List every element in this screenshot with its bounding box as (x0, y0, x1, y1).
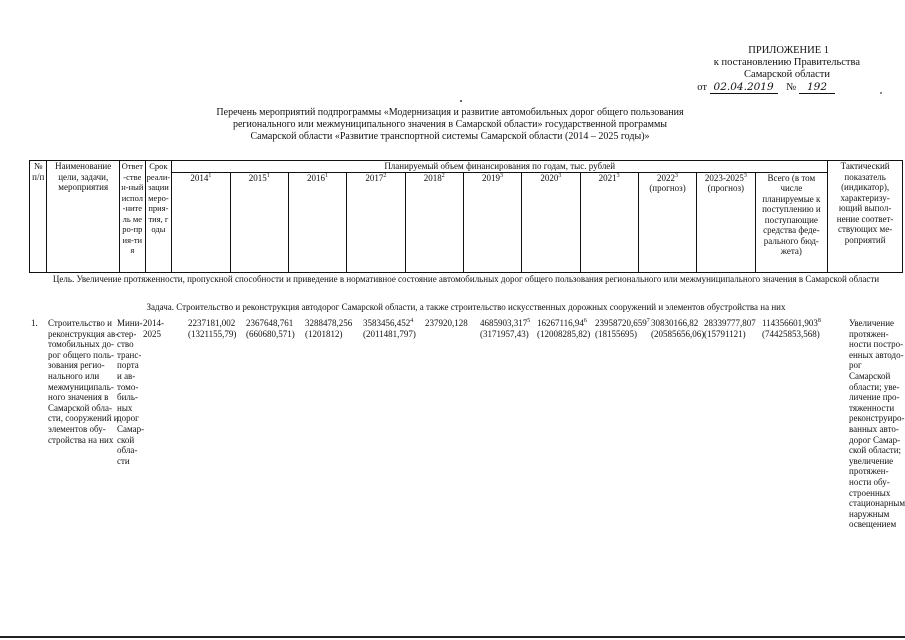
row-value-cell (305, 318, 352, 339)
header-num (30, 161, 47, 273)
row-value-cell (704, 318, 756, 339)
row-indicator-line: наружным (849, 508, 890, 519)
row-name-line: рог общего поль- (48, 349, 114, 360)
row-value-federal: (74425853,568) (762, 328, 820, 339)
row-value: 2237181,002 (188, 318, 236, 328)
row-responsible-line: томо- (117, 381, 139, 392)
header-table (29, 160, 903, 273)
appendix-line2: Самарской области (744, 69, 830, 80)
row-value-cell (651, 318, 704, 339)
row-responsible-line: транс- (117, 349, 142, 360)
header-year: 2016$^1$ (288, 172, 346, 272)
header-responsible: Ответ-ствен-ный испол-нитель меро-прия-тия (120, 161, 146, 273)
document-title (150, 107, 750, 143)
row-indicator-line: тяженности (849, 402, 895, 413)
row-name-line: стройства на них (48, 434, 114, 445)
row-term-line: 2014- (143, 318, 164, 328)
row-name-line: Строительство и (48, 318, 112, 328)
date-value: 02.04.2019 (710, 81, 778, 94)
row-name-line: Самарской обла- (48, 402, 112, 413)
bottom-border (0, 636, 905, 638)
header-planned-volume: Планируемый объем финансирования по годам, тыс. рублей (172, 161, 828, 173)
number-prefix: № (786, 82, 797, 93)
row-responsible-line: ской (117, 434, 135, 445)
row-name-line: сти, сооружений и (48, 413, 119, 424)
row-responsible-line: обла- (117, 445, 138, 456)
row-value-cell (246, 318, 295, 339)
number-value: 192 (799, 81, 835, 94)
appendix-date-line (697, 81, 835, 94)
row-indicator-line: енных автодо- (849, 349, 904, 360)
header-num-line2: п/п (32, 171, 45, 182)
header-year: 2021$^3$ (580, 172, 638, 272)
header-name: Наименование цели, задачи, мероприятия (47, 161, 120, 273)
row-indicator-line: дорог Самар- (849, 434, 901, 445)
row-value-federal: (660680,571) (246, 328, 295, 339)
row-name-line: томобильных до- (48, 339, 115, 350)
header-term: Срок реали-зации меро-прия-тия, годы (145, 161, 172, 273)
row-responsible (117, 318, 144, 466)
title-line-2: регионального или межмуниципального значения в Самарской области» государственной программы (232, 119, 667, 130)
row-responsible-line: дорог (117, 413, 139, 424)
row-responsible-line: стер- (117, 328, 137, 339)
row-indicator-line: личение про- (849, 392, 900, 403)
header-year: 2019$^3$ (463, 172, 521, 272)
row-indicator-line: увеличение (849, 455, 894, 466)
row-term-line: 2025 (143, 328, 161, 339)
row-value-federal: (3171957,43) (480, 328, 529, 339)
row-value-cell (363, 318, 416, 339)
appendix-title: ПРИЛОЖЕНИЕ 1 (748, 45, 829, 56)
scan-dot (460, 100, 462, 102)
row-value-federal: (2011481,797) (363, 328, 416, 339)
header-indicator: Тактический показатель (индикатор), характеризу-ющий выпол-нение соответ-ствующих ме-роприятий (828, 161, 903, 273)
task-text: Задача. Строительство и реконструкция автодорог Самарской области, а также строительство искусственных дорожных сооружений и элементов обустройства на них (146, 302, 786, 312)
date-prefix: от (697, 82, 707, 93)
row-indicator-line: ности постро- (849, 339, 904, 350)
row-value-cell (595, 318, 650, 339)
row-value-federal: (15791121) (704, 328, 746, 339)
row-value: 30830166,82 (651, 318, 699, 328)
header-year: 2017$^2$ (347, 172, 405, 272)
title-line-1: Перечень мероприятий подпрограммы «Модернизация и развитие автомобильных дорог общего пользования (216, 107, 684, 118)
row-responsible-line: Самар- (117, 423, 145, 434)
row-indicator-line: стационарным (849, 498, 905, 509)
row-responsible-line: Мини- (117, 318, 143, 328)
header-total: Всего (в том числе планируемые к поступлению и поступающие средства феде-рального бюд-жета) (755, 172, 828, 272)
row-value: 3583456,452$^4$ (363, 318, 414, 328)
header-year: 2020$^3$ (522, 172, 580, 272)
row-name (48, 318, 120, 445)
row-indicator-line: ности обу- (849, 476, 890, 487)
title-line-3: Самарской области «Развитие транспортной системы Самарской области (2014 – 2025 годы)» (250, 131, 650, 142)
header-year: 2014$^1$ (172, 172, 230, 272)
appendix-line1: к постановлению Правительства (713, 57, 860, 68)
header-year: 2015$^1$ (230, 172, 288, 272)
row-name-line: реконструкция ав- (48, 328, 119, 339)
row-value-federal: (20585656,06) (651, 328, 705, 339)
row-value-federal: (12008285,82) (537, 328, 591, 339)
row-responsible-line: сти (117, 455, 130, 466)
row-responsible-line: порта (117, 360, 139, 371)
row-value: 28339777,807 (704, 318, 756, 328)
row-num: 1. (31, 318, 38, 328)
row-value-federal: (18155695) (595, 328, 637, 339)
row-value-cell (537, 318, 590, 339)
row-responsible-line: и ав- (117, 370, 136, 381)
row-value-cell (425, 318, 468, 329)
header-num-line1: № (33, 161, 43, 171)
row-responsible-line: биль- (117, 392, 138, 403)
row-value: 23958720,659$^7$ (595, 318, 650, 328)
row-indicator-line: строенных (849, 487, 891, 498)
row-name-line: зования регио- (48, 360, 105, 371)
row-indicator-line: ванных авто- (849, 423, 899, 434)
row-indicator-line: освещением (849, 519, 897, 530)
row-term (143, 318, 169, 339)
row-name-line: элементов обу- (48, 423, 106, 434)
row-value-federal: (1321155,79) (188, 328, 237, 339)
scan-dot (880, 92, 882, 94)
row-indicator-line: Увеличение (849, 318, 895, 328)
row-indicator-line: области; уве- (849, 381, 900, 392)
row-value-cell (480, 318, 530, 339)
row-value: 16267116,94$^6$ (537, 318, 587, 328)
row-indicator-line: рог Самарской (849, 360, 891, 381)
header-year: 2023-2025$^3$ (прогноз) (697, 172, 755, 272)
row-name-line: межмуниципаль- (48, 381, 114, 392)
goal-text: Цель. Увеличение протяженности, пропускной способности и приведение в нормативное состояние автомобильных дорог общего пользования регионального или межмуниципального значения в Самарской области (52, 274, 880, 284)
row-indicator-line: протяжен- (849, 466, 889, 477)
row-responsible-line: ство (117, 339, 134, 350)
appendix-block (697, 45, 860, 94)
row-indicator-line: реконструиро- (849, 413, 905, 424)
row-indicator (849, 318, 905, 530)
header-year: 2022$^3$ (прогноз) (638, 172, 696, 272)
row-value-federal: (1201812) (305, 328, 343, 339)
row-name-line: нального или (48, 370, 100, 381)
row-name-line: ного значения в (48, 392, 109, 403)
row-indicator-line: ской области; (849, 445, 902, 456)
row-value: 2367648,761 (246, 318, 294, 328)
row-value-cell (188, 318, 236, 339)
row-value: 4685903,317$^5$ (480, 318, 531, 328)
row-value-cell (762, 318, 821, 339)
row-value: 3288478,256 (305, 318, 353, 328)
row-indicator-line: протяжен- (849, 328, 889, 339)
row-value: 237920,128 (425, 318, 468, 328)
row-responsible-line: ных (117, 402, 133, 413)
row-value: 114356601,903$^8$ (762, 318, 821, 328)
header-year: 2018$^2$ (405, 172, 463, 272)
